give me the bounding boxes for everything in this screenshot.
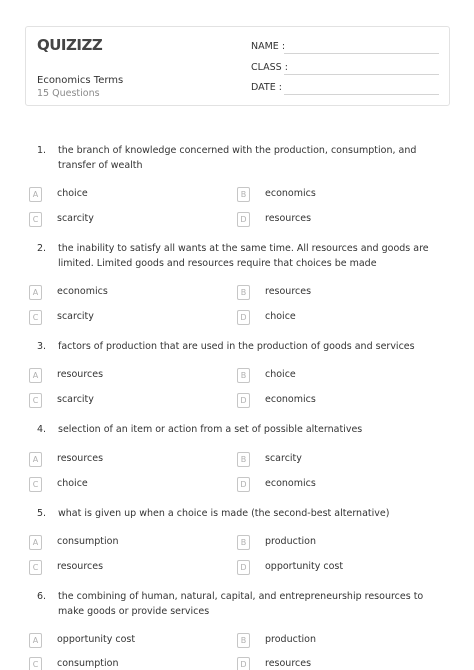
option-letter-box: C — [29, 560, 42, 575]
option-letter-box: B — [237, 535, 250, 550]
option-letter-box: D — [237, 657, 250, 670]
option-letter-box: A — [29, 535, 42, 550]
question-number: 1. — [37, 145, 47, 156]
question-number: 4. — [37, 424, 47, 435]
option-text: economics — [265, 478, 316, 489]
option-letter-box: B — [237, 187, 250, 202]
option-text: scarcity — [57, 394, 94, 405]
worksheet-header — [25, 26, 450, 106]
option-text: resources — [57, 561, 104, 572]
option-text: choice — [265, 369, 296, 380]
option-letter-box: A — [29, 368, 42, 383]
option-text: production — [265, 536, 317, 547]
question-text: the inability to satisfy all wants at the same time. All resources and goods are limited. Limited goods and resources require that choices be made — [58, 243, 429, 269]
question-number: 6. — [37, 591, 47, 602]
option-text: resources — [265, 213, 312, 224]
option-text: opportunity cost — [265, 561, 344, 572]
name-label: NAME : — [251, 41, 286, 52]
option-letter-box: C — [29, 310, 42, 325]
question-text: what is given up when a choice is made (the second-best alternative) — [58, 508, 390, 519]
option-letter-box: D — [237, 310, 250, 325]
option-letter-box: C — [29, 657, 42, 670]
option-text: resources — [57, 369, 104, 380]
option-text: resources — [57, 453, 104, 464]
option-text: scarcity — [57, 311, 94, 322]
question-number: 3. — [37, 341, 47, 352]
question-text: selection of an item or action from a set of possible alternatives — [58, 424, 363, 435]
option-text: choice — [57, 478, 88, 489]
date-line — [284, 94, 439, 95]
option-letter-box: A — [29, 633, 42, 648]
option-text: economics — [265, 394, 316, 405]
worksheet-title: Economics Terms — [37, 75, 124, 86]
option-letter-box: B — [237, 285, 250, 300]
option-text: scarcity — [57, 213, 94, 224]
question-number: 2. — [37, 243, 47, 254]
option-text: consumption — [57, 658, 119, 669]
option-text: production — [265, 634, 317, 645]
option-text: choice — [57, 188, 88, 199]
option-text: consumption — [57, 536, 119, 547]
option-text: resources — [265, 286, 312, 297]
option-text: economics — [57, 286, 108, 297]
question-text: factors of production that are used in the production of goods and services — [58, 341, 415, 352]
option-letter-box: C — [29, 212, 42, 227]
option-letter-box: C — [29, 393, 42, 408]
question-count: 15 Questions — [37, 88, 100, 99]
option-letter-box: D — [237, 212, 250, 227]
option-letter-box: D — [237, 393, 250, 408]
question-number: 5. — [37, 508, 47, 519]
option-letter-box: A — [29, 452, 42, 467]
option-letter-box: B — [237, 368, 250, 383]
option-text: opportunity cost — [57, 634, 136, 645]
option-text: choice — [265, 311, 296, 322]
option-letter-box: D — [237, 477, 250, 492]
option-text: scarcity — [265, 453, 302, 464]
class-label: CLASS : — [251, 62, 288, 73]
question-text: the branch of knowledge concerned with the production, consumption, and transfer of wealth — [58, 145, 417, 171]
question-text: the combining of human, natural, capital, and entrepreneurship resources to make goods or provide services — [58, 591, 424, 617]
option-letter-box: D — [237, 560, 250, 575]
option-text: economics — [265, 188, 316, 199]
option-letter-box: A — [29, 285, 42, 300]
class-line — [284, 74, 439, 75]
option-letter-box: B — [237, 633, 250, 648]
quizizz-logo: QUIZIZZ — [37, 36, 103, 54]
option-letter-box: A — [29, 187, 42, 202]
date-label: DATE : — [251, 82, 282, 93]
name-line — [284, 53, 439, 54]
option-letter-box: C — [29, 477, 42, 492]
option-text: resources — [265, 658, 312, 669]
option-letter-box: B — [237, 452, 250, 467]
